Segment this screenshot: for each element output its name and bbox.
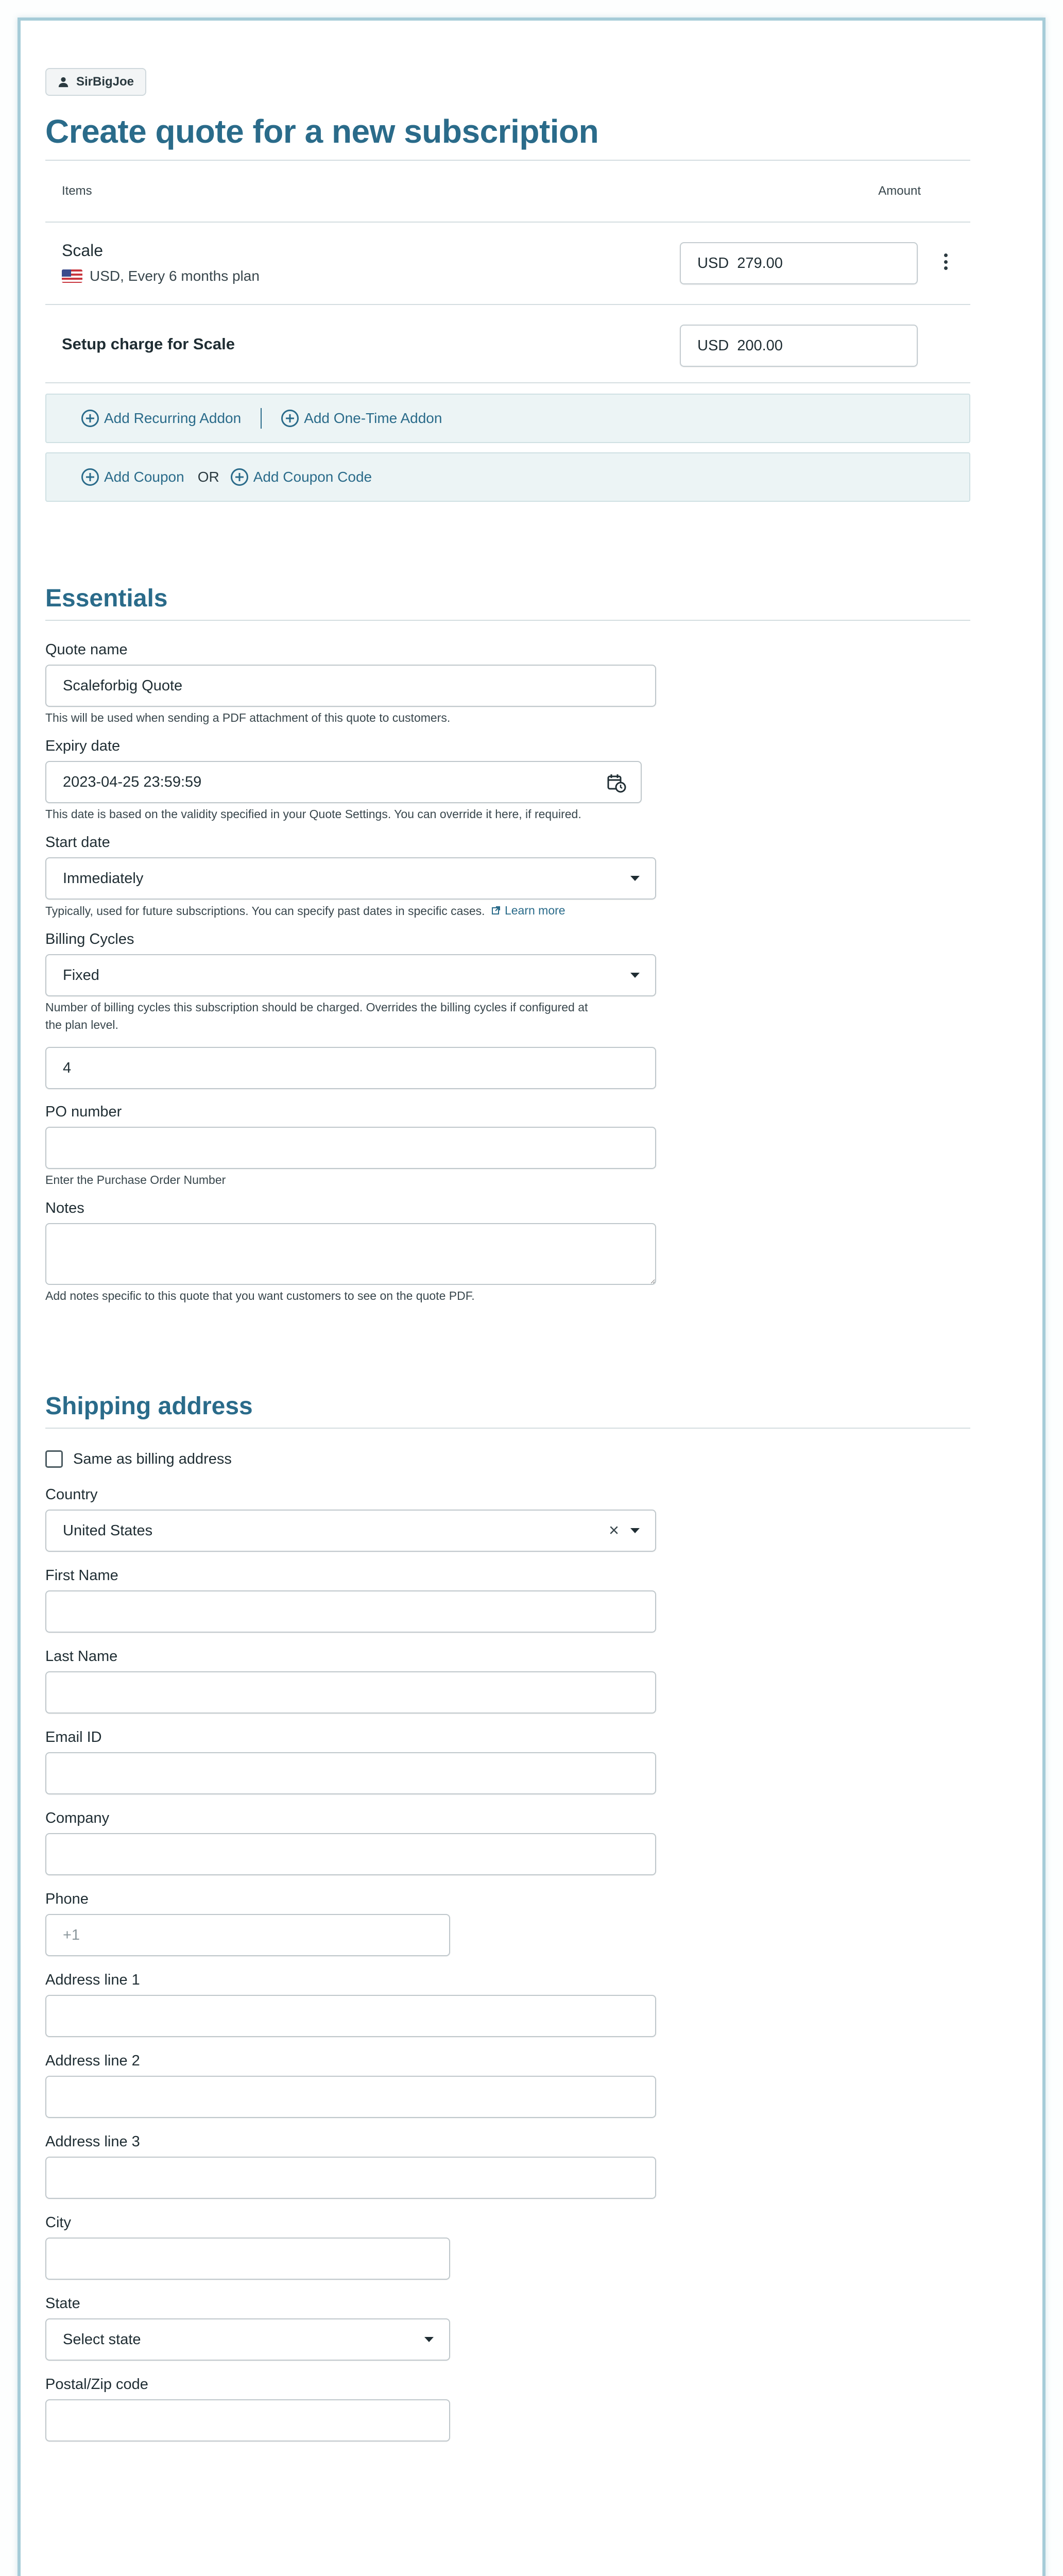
learn-more-link[interactable]	[491, 902, 565, 919]
amount-input[interactable]	[680, 242, 918, 284]
chevron-down-icon	[630, 1528, 640, 1533]
currency-label: USD	[697, 337, 729, 354]
item-row-setup-charge	[45, 305, 970, 383]
po-number-input[interactable]	[45, 1127, 656, 1169]
last-name-input[interactable]	[45, 1671, 656, 1714]
item-row-plan	[45, 223, 970, 305]
add-coupon-code-link[interactable]	[231, 468, 372, 486]
po-number-help: Enter the Purchase Order Number	[45, 1173, 226, 1187]
billing-cycles-help-line2: the plan level.	[45, 1018, 118, 1031]
addon-bar	[45, 394, 970, 443]
add-coupon-label: Add Coupon	[104, 469, 184, 485]
item-name: Setup charge for Scale	[62, 335, 235, 353]
plus-circle-icon	[281, 410, 299, 427]
coupon-bar	[45, 452, 970, 502]
quote-name-label: Quote name	[45, 641, 128, 658]
add-one-time-addon-label: Add One-Time Addon	[304, 410, 442, 426]
more-options-icon[interactable]	[939, 251, 952, 272]
address-line-1-label: Address line 1	[45, 1972, 140, 1988]
phone-input[interactable]	[45, 1914, 450, 1956]
item-subtitle	[62, 268, 260, 284]
chevron-down-icon	[630, 973, 640, 978]
amount-value: 200.00	[737, 337, 783, 354]
country-value: United States	[63, 1522, 153, 1539]
state-value: Select state	[63, 2331, 141, 2348]
quote-form	[45, 68, 970, 2442]
same-as-billing-row[interactable]	[45, 1450, 970, 1468]
item-name: Scale	[62, 241, 104, 260]
state-label: State	[45, 2295, 80, 2312]
add-coupon-code-label: Add Coupon Code	[253, 469, 372, 485]
billing-cycles-help-line1: Number of billing cycles this subscription should be charged. Overrides the billing cycles if configured at	[45, 1001, 588, 1014]
add-one-time-addon-link[interactable]	[281, 410, 442, 427]
billing-cycles-label: Billing Cycles	[45, 931, 134, 947]
or-separator: OR	[197, 469, 219, 485]
shipping-address-heading: Shipping address	[45, 1392, 970, 1429]
essentials-heading: Essentials	[45, 584, 970, 621]
quote-name-value: Scaleforbig Quote	[63, 677, 183, 694]
us-flag-icon	[62, 269, 82, 283]
first-name-label: First Name	[45, 1567, 118, 1584]
notes-textarea[interactable]	[45, 1223, 656, 1285]
address-line-1-input[interactable]	[45, 1995, 656, 2037]
start-date-value: Immediately	[63, 870, 144, 887]
start-date-select[interactable]	[45, 857, 656, 900]
items-table-header	[45, 161, 970, 223]
expiry-date-input[interactable]	[45, 761, 642, 803]
address-line-3-label: Address line 3	[45, 2133, 140, 2150]
phone-placeholder: +1	[63, 1926, 80, 1943]
items-column-header: Items	[62, 184, 92, 198]
address-line-3-input[interactable]	[45, 2157, 656, 2199]
phone-label: Phone	[45, 1891, 89, 1907]
amount-input[interactable]	[680, 325, 918, 367]
chevron-down-icon	[630, 876, 640, 881]
plus-circle-icon	[81, 468, 99, 486]
billing-cycles-help	[45, 998, 970, 1033]
divider	[261, 408, 262, 429]
quote-name-help: This will be used when sending a PDF attachment of this quote to customers.	[45, 711, 451, 724]
page-title: Create quote for a new subscription	[45, 112, 970, 161]
add-coupon-link[interactable]	[81, 468, 184, 486]
amount-value: 279.00	[737, 255, 783, 272]
app-frame	[18, 18, 1045, 2576]
plus-circle-icon	[81, 410, 99, 427]
plus-circle-icon	[231, 468, 248, 486]
quote-name-input[interactable]	[45, 665, 656, 707]
amount-column-header: Amount	[878, 184, 921, 198]
external-link-icon	[491, 906, 501, 915]
city-label: City	[45, 2214, 71, 2231]
add-recurring-addon-label: Add Recurring Addon	[104, 410, 242, 426]
address-line-2-input[interactable]	[45, 2076, 656, 2118]
billing-cycles-count-input[interactable]	[45, 1047, 656, 1089]
same-as-billing-label: Same as billing address	[73, 1450, 232, 1467]
last-name-label: Last Name	[45, 1648, 118, 1665]
country-label: Country	[45, 1486, 98, 1503]
email-label: Email ID	[45, 1729, 102, 1745]
company-label: Company	[45, 1810, 110, 1826]
expiry-date-value: 2023-04-25 23:59:59	[63, 773, 202, 790]
chevron-down-icon	[424, 2337, 434, 2342]
learn-more-label: Learn more	[504, 904, 565, 917]
user-name: SirBigJoe	[76, 75, 134, 89]
billing-cycles-value: Fixed	[63, 967, 99, 984]
email-field[interactable]	[45, 1752, 656, 1794]
city-input[interactable]	[45, 2238, 450, 2280]
first-name-input[interactable]	[45, 1590, 656, 1633]
expiry-date-label: Expiry date	[45, 738, 121, 754]
billing-cycles-select[interactable]	[45, 954, 656, 996]
start-date-help	[45, 902, 970, 920]
calendar-clock-icon[interactable]	[607, 773, 626, 793]
billing-cycles-count-value: 4	[63, 1059, 72, 1076]
currency-label: USD	[697, 255, 729, 272]
notes-help: Add notes specific to this quote that you want customers to see on the quote PDF.	[45, 1289, 475, 1302]
address-line-2-label: Address line 2	[45, 2053, 140, 2069]
same-as-billing-checkbox[interactable]	[45, 1450, 63, 1468]
person-icon	[58, 76, 69, 88]
postal-code-input[interactable]	[45, 2399, 450, 2442]
state-select[interactable]	[45, 2318, 450, 2361]
postal-code-label: Postal/Zip code	[45, 2376, 148, 2393]
item-subtitle-text: USD, Every 6 months plan	[90, 268, 260, 284]
add-recurring-addon-link[interactable]	[81, 410, 241, 427]
notes-label: Notes	[45, 1200, 84, 1216]
user-chip[interactable]	[45, 68, 146, 96]
po-number-label: PO number	[45, 1104, 122, 1120]
expiry-date-help: This date is based on the validity specified in your Quote Settings. You can override it here, if required.	[45, 807, 581, 821]
start-date-help-text: Typically, used for future subscriptions. You can specify past dates in specific cases.	[45, 904, 485, 918]
clear-icon[interactable]: ×	[609, 1520, 619, 1540]
country-select[interactable]	[45, 1510, 656, 1552]
company-input[interactable]	[45, 1833, 656, 1875]
start-date-label: Start date	[45, 834, 110, 851]
